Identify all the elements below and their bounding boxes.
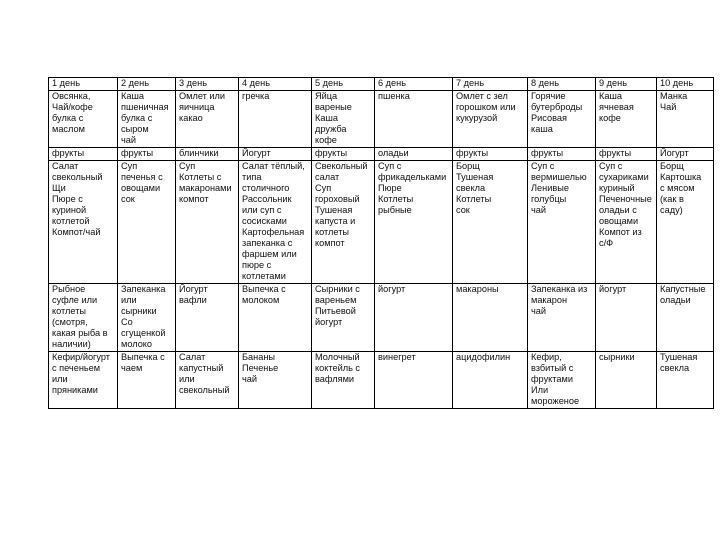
table-cell: Салат капустный или свекольный [176, 352, 239, 409]
table-cell: Суп с фрикадельками Пюре Котлеты рыбные [375, 161, 453, 284]
header-cell: 2 день [118, 78, 176, 91]
table-cell: Запеканка из макарон чай [528, 284, 596, 352]
table-cell: фрукты [596, 148, 657, 161]
table-cell: фрукты [453, 148, 528, 161]
table-cell: Йогурт [657, 148, 714, 161]
table-cell: Суп Котлеты с макаронами компот [176, 161, 239, 284]
table-row [49, 352, 714, 409]
table-cell: Тушеная свекла [657, 352, 714, 409]
table-cell: фрукты [312, 148, 375, 161]
table-cell: фрукты [49, 148, 118, 161]
table-row [49, 284, 714, 352]
header-cell: 6 день [375, 78, 453, 91]
table-cell: Борщ Картошка с мясом (как в саду) [657, 161, 714, 284]
table-cell: пшенка [375, 91, 453, 148]
meal-plan-table [48, 77, 714, 409]
table-cell: винегрет [375, 352, 453, 409]
header-cell: 10 день [657, 78, 714, 91]
table-cell: макароны [453, 284, 528, 352]
table-cell: Выпечка с чаем [118, 352, 176, 409]
table-cell: йогурт [596, 284, 657, 352]
table-cell: оладьи [375, 148, 453, 161]
table-row [49, 161, 714, 284]
table-cell: Рыбное суфле или котлеты (смотря, какая рыба в наличии) [49, 284, 118, 352]
header-cell: 7 день [453, 78, 528, 91]
table-cell: ацидофилин [453, 352, 528, 409]
table-cell: Яйца вареные Каша дружба кофе [312, 91, 375, 148]
table-cell: йогурт [375, 284, 453, 352]
table-cell: Манка Чай [657, 91, 714, 148]
table-cell: Кефир/йогурт с печеньем или пряниками [49, 352, 118, 409]
header-cell: 4 день [239, 78, 312, 91]
header-cell: 8 день [528, 78, 596, 91]
table-cell: Каша ячневая кофе [596, 91, 657, 148]
table-cell: Бананы Печенье чай [239, 352, 312, 409]
table-cell: Сырники с вареньем Питьевой йогурт [312, 284, 375, 352]
table-cell: блинчики [176, 148, 239, 161]
table-row [49, 148, 714, 161]
table-cell: фрукты [528, 148, 596, 161]
table-cell: Горячие бутерброды Рисовая каша [528, 91, 596, 148]
table-cell: Запеканка или сырники Со сгущенкой молоко [118, 284, 176, 352]
header-cell: 3 день [176, 78, 239, 91]
table-cell: Йогурт вафли [176, 284, 239, 352]
header-cell: 5 день [312, 78, 375, 91]
table-cell: Салат тёплый, типа столичного Рассольник или суп с сосисками Картофельная запеканка с фаршем или пюре с котлетами [239, 161, 312, 284]
header-row [49, 78, 714, 91]
table-cell: Салат свекольный Щи Пюре с куриной котлетой Компот/чай [49, 161, 118, 284]
table-cell: Молочный коктейль с вафлями [312, 352, 375, 409]
table-cell: Омлет или яичница какао [176, 91, 239, 148]
table-cell: Суп с вермишелью Ленивые голубцы чай [528, 161, 596, 284]
table-cell: Каша пшеничная булка с сыром чай [118, 91, 176, 148]
table-cell: Суп с сухариками куриный Печеночные оладьи с овощами Компот из с/Ф [596, 161, 657, 284]
table-cell: гречка [239, 91, 312, 148]
table-cell: Капустные оладьи [657, 284, 714, 352]
table-cell: Выпечка с молоком [239, 284, 312, 352]
table-row [49, 91, 714, 148]
table-cell: Суп печенья с овощами сок [118, 161, 176, 284]
table-cell: Борщ Тушеная свекла Котлеты сок [453, 161, 528, 284]
table-cell: Свекольный салат Суп гороховый Тушеная капуста и котлеты компот [312, 161, 375, 284]
table-cell: Омлет с зел горошком или кукурузой [453, 91, 528, 148]
header-cell: 9 день [596, 78, 657, 91]
table-cell: фрукты [118, 148, 176, 161]
table-cell: сырники [596, 352, 657, 409]
table-cell: Йогурт [239, 148, 312, 161]
header-cell: 1 день [49, 78, 118, 91]
table-cell: Овсянка, Чай/кофе булка с маслом [49, 91, 118, 148]
table-cell: Кефир, взбитый с фруктами Или мороженое [528, 352, 596, 409]
